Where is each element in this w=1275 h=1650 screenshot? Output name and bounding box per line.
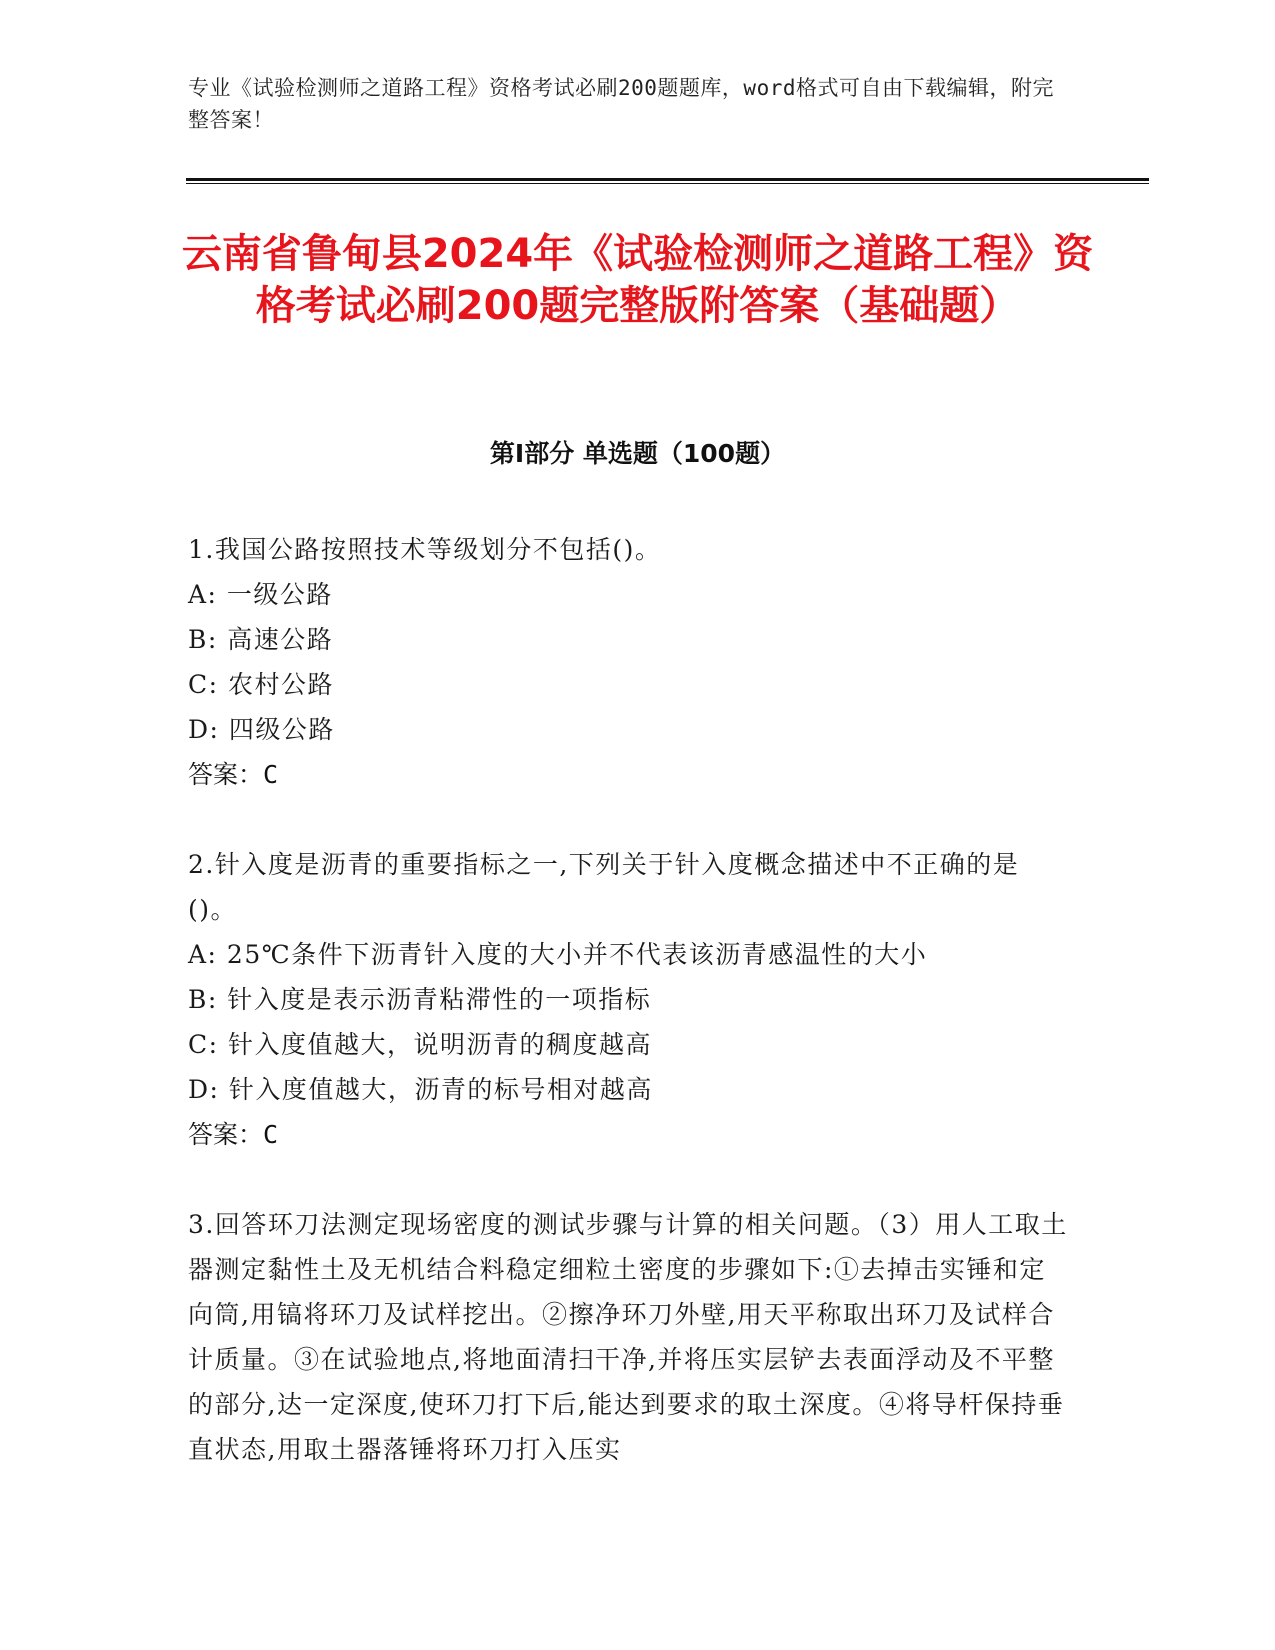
option-d: D: 针入度值越大，沥青的标号相对越高 [188,1075,653,1104]
question-stem: 2.针入度是沥青的重要指标之一,下列关于针入度概念描述中不正确的是()。 [188,850,1020,924]
answer-line [188,752,1068,797]
question-stem: 3.回答环刀法测定现场密度的测试步骤与计算的相关问题。（3）用人工取土器测定黏性土及无机结合料稳定细粒土密度的步骤如下:①去掉击实锤和定向筒,用镐将环刀及试样挖出。②擦净环刀外壁,用天平称取出环刀及试样合计质量。③在试验地点,将地面清扫干净,并将压实层铲去表面浮动及不平整的部分,达一定深度,使环刀打下后,能达到要求的取土深度。④将导杆保持垂直状态,用取土器落锤将环刀打入压实 [188,1210,1068,1464]
option-b: B: 高速公路 [188,625,334,654]
question-1 [188,527,1068,797]
answer-line [188,1112,1068,1157]
option-c: C: 农村公路 [188,670,334,699]
question-3 [188,1202,1068,1472]
answer-label: 答案： [188,1120,264,1149]
question-stem: 1.我国公路按照技术等级划分不包括()。 [188,535,662,564]
option-c: C: 针入度值越大，说明沥青的稠度越高 [188,1030,652,1059]
answer-label: 答案： [188,760,264,789]
option-a: A: 一级公路 [188,580,333,609]
document-title: 云南省鲁甸县2024年《试验检测师之道路工程》资格考试必刷200题完整版附答案（基础题） [181,231,1094,329]
question-2 [188,842,1068,1157]
answer-value: C [263,760,279,789]
answer-value: C [263,1120,279,1149]
option-d: D: 四级公路 [188,715,335,744]
section-heading: 第Ⅰ部分 单选题（100题） [489,439,786,468]
question-list [188,527,1068,1517]
header-divider-thick [186,178,1149,181]
header-divider-thin [186,183,1149,184]
option-a: A: 25℃条件下沥青针入度的大小并不代表该沥青感温性的大小 [188,940,928,969]
header-note: 专业《试验检测师之道路工程》资格考试必刷200题题库，word格式可自由下载编辑，附完整答案！ [188,76,1054,132]
option-b: B: 针入度是表示沥青粘滞性的一项指标 [188,985,652,1014]
